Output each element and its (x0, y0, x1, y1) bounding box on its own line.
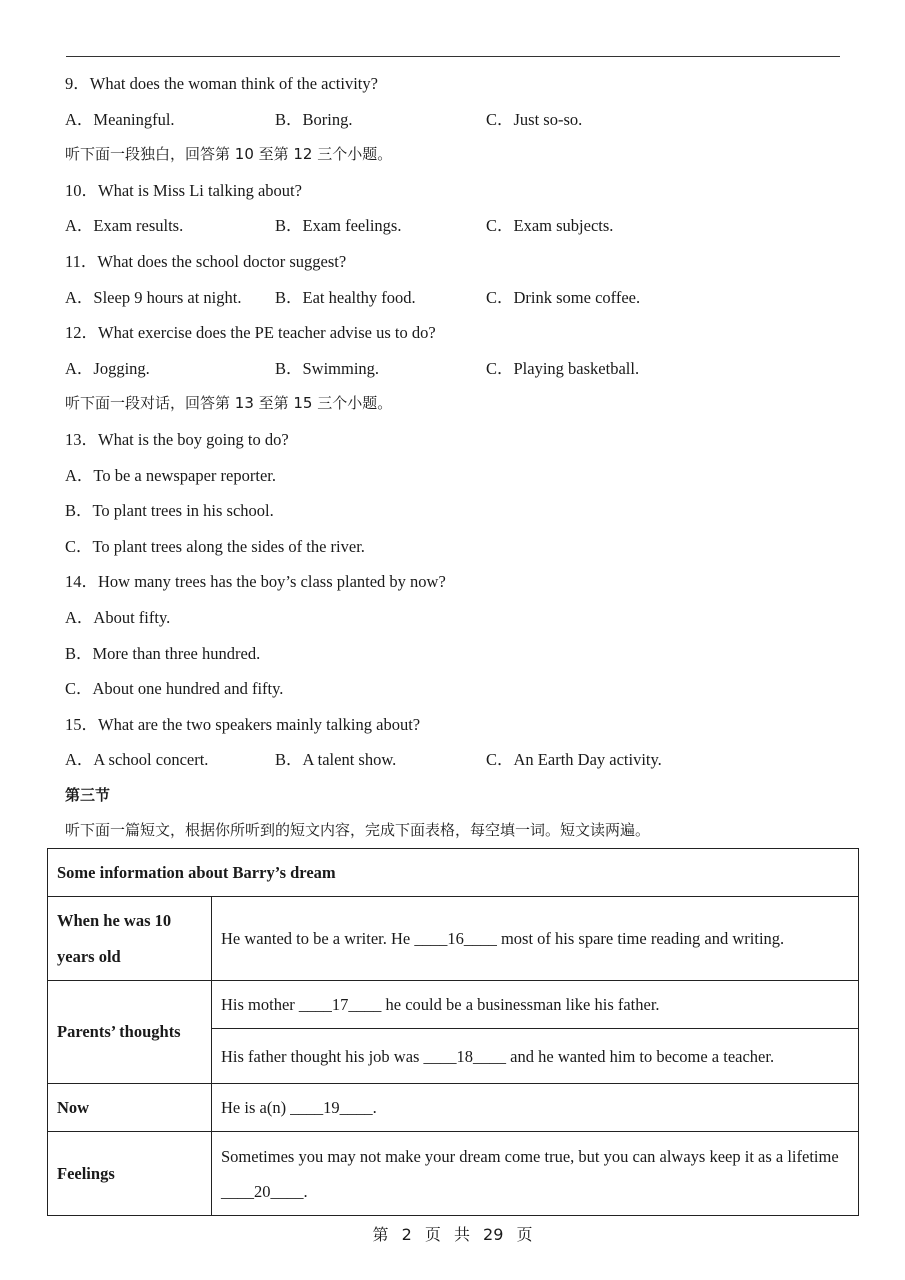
option-b: B．More than three hundred. (65, 643, 261, 663)
option-a: A．A school concert. (65, 750, 209, 770)
option-b: B．Exam feelings. (275, 216, 402, 236)
option-c: C．Playing basketball. (486, 358, 640, 378)
instruction-monologue: 听下面一段独白，回答第 10 至第 12 三个小题。 (65, 145, 393, 164)
header-rule (66, 56, 840, 57)
table-row (48, 1084, 859, 1132)
option-c: C．Drink some coffee. (486, 287, 641, 307)
question-11: 11．What does the school doctor suggest? (65, 251, 347, 271)
question-15: 15．What are the two speakers mainly talking about? (65, 714, 421, 734)
option-a: A．Jogging. (65, 358, 150, 378)
question-14: 14．How many trees has the boy’s class planted by now? (65, 572, 446, 592)
table-header: Some information about Barry’s dream (48, 849, 859, 897)
question-13: 13．What is the boy going to do? (65, 429, 289, 449)
row-text: He wanted to be a writer. He ____16____ most of his spare time reading and writing. (212, 897, 859, 981)
row-label: Now (48, 1084, 212, 1132)
option-b: B．A talent show. (275, 750, 397, 770)
question-list (65, 66, 855, 849)
instruction-dialogue: 听下面一段对话，回答第 13 至第 15 三个小题。 (65, 394, 393, 413)
option-c: C．Exam subjects. (486, 216, 614, 236)
options-11 (65, 280, 855, 316)
option-c: C．About one hundred and fifty. (65, 679, 284, 699)
row-text: He is a(n) ____19____. (212, 1084, 859, 1132)
table-header-row (48, 849, 859, 897)
row-text: His father thought his job was ____18____ and he wanted him to become a teacher. (212, 1029, 859, 1084)
option-a: A．Meaningful. (65, 109, 175, 129)
row-text: His mother ____17____ he could be a businessman like his father. (212, 981, 859, 1029)
option-b: B．To plant trees in his school. (65, 501, 274, 521)
options-12 (65, 351, 855, 387)
row-label: Feelings (48, 1132, 212, 1216)
option-a: A．Sleep 9 hours at night. (65, 287, 242, 307)
option-b: B．Boring. (275, 109, 353, 129)
row-label: Parents’ thoughts (48, 981, 212, 1084)
table-row (48, 1132, 859, 1216)
option-b: B．Swimming. (275, 358, 380, 378)
options-9 (65, 102, 855, 138)
section-title: 第三节 (65, 785, 111, 804)
page-footer: 第 2 页 共 29 页 (372, 1225, 533, 1244)
option-a: A．To be a newspaper reporter. (65, 465, 276, 485)
table-row (48, 981, 859, 1029)
option-c: C．To plant trees along the sides of the river. (65, 536, 365, 556)
question-9: 9．What does the woman think of the activity? (65, 74, 378, 93)
question-10: 10．What is Miss Li talking about? (65, 180, 302, 200)
option-b: B．Eat healthy food. (275, 287, 416, 307)
question-12: 12．What exercise does the PE teacher advise us to do? (65, 323, 436, 343)
options-10 (65, 208, 855, 244)
info-table (47, 848, 859, 1216)
row-text: Sometimes you may not make your dream come true, but you can always keep it as a lifetime ____20____. (212, 1132, 859, 1216)
option-a: A．Exam results. (65, 216, 184, 236)
row-label: When he was 10 years old (48, 897, 212, 981)
options-15 (65, 742, 855, 778)
section-instruction: 听下面一篇短文，根据你所听到的短文内容，完成下面表格，每空填一词。短文读两遍。 (65, 821, 651, 840)
option-a: A．About fifty. (65, 607, 171, 627)
option-c: C．An Earth Day activity. (486, 750, 662, 770)
option-c: C．Just so-so. (486, 109, 583, 129)
table-row (48, 897, 859, 981)
